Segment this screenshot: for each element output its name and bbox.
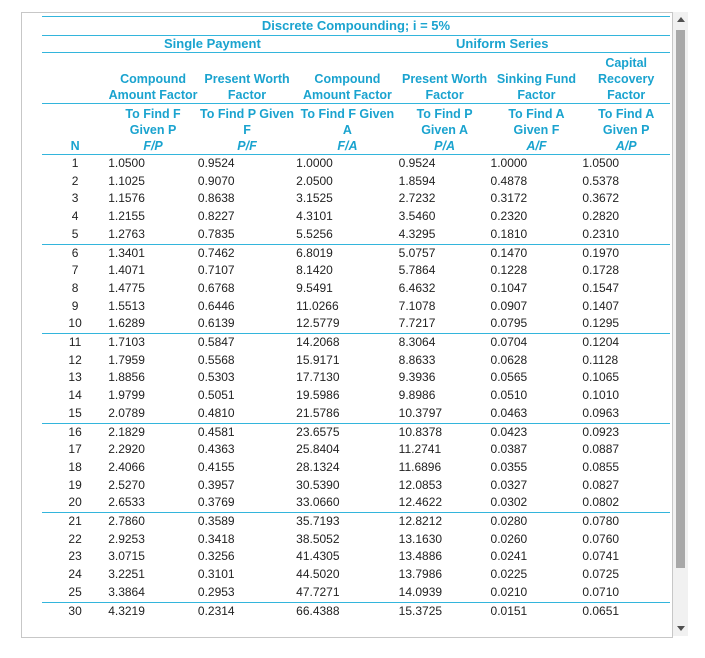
factor-cell: 19.5986 — [296, 388, 340, 403]
factor-cell: 0.9070 — [197, 173, 235, 188]
factor-cell: 0.8638 — [197, 191, 235, 206]
factor-cell: 5.7864 — [398, 263, 436, 278]
factor-table-body — [42, 155, 670, 621]
scroll-up-arrow-icon[interactable] — [677, 17, 685, 22]
factor-cell: 0.4155 — [197, 459, 235, 474]
factor-cell: 1.3401 — [108, 244, 198, 262]
factor-cell: 1.4775 — [108, 280, 145, 295]
factor-cell: 4.3219 — [108, 602, 198, 620]
factor-cell: 0.0855 — [582, 459, 620, 474]
factor-cell: 12.0853 — [398, 477, 443, 492]
factor-cell: 0.3957 — [197, 477, 235, 492]
factor-cell: 0.1470 — [491, 244, 583, 262]
n-cell: 13 — [68, 370, 82, 385]
factor-cell: 28.1324 — [296, 459, 340, 474]
factor-cell: 13.4886 — [398, 549, 443, 564]
factor-cell: 12.8212 — [399, 513, 491, 531]
table-title: Discrete Compounding; i = 5% — [42, 16, 670, 36]
factor-cell: 25.8404 — [296, 442, 340, 457]
factor-cell: 0.1047 — [490, 280, 528, 295]
factor-cell: 1.0500 — [108, 156, 145, 170]
factor-name-row — [42, 53, 670, 104]
factor-cell: 0.2314 — [198, 602, 296, 620]
factor-cell: 0.3172 — [490, 191, 528, 206]
table-row — [42, 226, 670, 244]
scrollbar-thumb[interactable] — [676, 30, 685, 568]
factor-cell: 1.1025 — [108, 173, 145, 188]
factor-cell: 41.4305 — [296, 549, 340, 564]
table-row — [42, 352, 670, 370]
table-row — [42, 513, 670, 531]
n-cell: 15 — [68, 405, 82, 420]
factor-cell: 14.0939 — [398, 584, 443, 599]
factor-cell: 0.1810 — [490, 226, 528, 241]
factor-cell: 0.0151 — [491, 602, 583, 620]
col-header-find: To Find F Given P F/P — [108, 104, 198, 155]
factor-cell: 9.3936 — [398, 370, 436, 385]
n-cell: 25 — [68, 584, 82, 599]
factor-cell: 0.1010 — [582, 388, 620, 403]
factor-cell: 0.4581 — [198, 423, 296, 441]
factor-cell: 0.6768 — [197, 280, 235, 295]
table-row — [42, 298, 670, 316]
col-header-name: Present Worth Factor — [204, 72, 290, 102]
n-cell: 21 — [42, 513, 108, 531]
factor-cell: 66.4388 — [296, 602, 399, 620]
factor-cell: 0.0510 — [490, 388, 528, 403]
factor-cell: 2.0500 — [296, 173, 333, 188]
factor-cell: 2.0789 — [108, 405, 145, 420]
factor-cell: 0.0795 — [490, 316, 528, 331]
factor-cell: 0.0963 — [582, 405, 620, 420]
factor-cell: 0.0423 — [491, 423, 583, 441]
factor-cell: 1.2155 — [108, 209, 145, 224]
factor-cell: 10.3797 — [398, 405, 443, 420]
factor-cell: 0.0760 — [582, 531, 620, 546]
factor-cell: 1.7103 — [108, 334, 198, 352]
find-given-row — [42, 104, 670, 155]
factor-cell: 7.7217 — [398, 316, 436, 331]
factor-cell: 5.5256 — [296, 226, 333, 241]
factor-cell: 33.0660 — [296, 495, 340, 510]
col-header-name: Compound Amount Factor — [108, 72, 198, 102]
factor-cell: 3.0715 — [108, 549, 145, 564]
factor-cell: 13.7986 — [398, 567, 443, 582]
factor-cell: 0.1065 — [582, 370, 620, 385]
factor-cell: 0.0210 — [490, 584, 528, 599]
factor-cell: 0.7107 — [197, 263, 235, 278]
factor-cell: 15.9171 — [296, 352, 340, 367]
factor-cell: 0.2820 — [582, 209, 620, 224]
factor-cell: 0.0628 — [490, 352, 528, 367]
factor-cell: 0.5051 — [197, 388, 235, 403]
factor-cell: 0.4810 — [197, 405, 235, 420]
factor-cell: 0.0463 — [490, 405, 528, 420]
factor-cell: 0.3256 — [197, 549, 235, 564]
factor-cell: 0.1204 — [582, 334, 670, 352]
factor-cell: 0.0907 — [490, 298, 528, 313]
table-row — [42, 423, 670, 441]
factor-cell: 0.5568 — [197, 352, 235, 367]
factor-cell: 0.0651 — [582, 602, 670, 620]
factor-cell: 30.5390 — [296, 477, 340, 492]
factor-cell: 0.1728 — [582, 263, 620, 278]
factor-cell: 3.1525 — [296, 191, 333, 206]
n-cell: 30 — [42, 602, 108, 620]
factor-cell: 13.1630 — [398, 531, 443, 546]
table-row — [42, 387, 670, 405]
factor-cell: 4.3295 — [398, 226, 436, 241]
table-row — [42, 477, 670, 495]
factor-cell: 0.5847 — [198, 334, 296, 352]
factor-cell: 0.5378 — [582, 173, 620, 188]
factor-cell: 0.0355 — [490, 459, 528, 474]
table-row — [42, 262, 670, 280]
factor-cell: 0.0741 — [582, 549, 620, 564]
factor-cell: 38.5052 — [296, 531, 340, 546]
factor-cell: 0.3769 — [197, 495, 235, 510]
n-cell: 3 — [71, 191, 79, 206]
factor-cell: 21.5786 — [296, 405, 340, 420]
factor-cell: 0.0565 — [490, 370, 528, 385]
factor-cell: 17.7130 — [296, 370, 340, 385]
factor-cell: 0.9524 — [197, 156, 235, 170]
factor-cell: 0.1228 — [490, 263, 528, 278]
table-row — [42, 280, 670, 298]
factor-cell: 8.1420 — [296, 263, 333, 278]
factor-cell: 15.3725 — [399, 602, 491, 620]
col-header-find: To Find F Given A F/A — [296, 104, 399, 155]
table-row — [42, 584, 670, 602]
n-cell: 11 — [42, 334, 108, 352]
header-spacer — [42, 53, 108, 104]
col-header-find: To Find P Given F P/F — [198, 104, 296, 155]
factor-cell: 0.3418 — [197, 531, 235, 546]
n-header: N — [42, 104, 108, 155]
factor-cell: 2.4066 — [108, 459, 145, 474]
col-header-find: To Find P Given A P/A — [399, 104, 491, 155]
table-row — [42, 602, 670, 620]
factor-cell: 0.1547 — [582, 280, 620, 295]
col-header-find: To Find A Given P A/P — [582, 104, 670, 155]
factor-cell: 0.0923 — [582, 423, 670, 441]
factor-cell: 0.0241 — [490, 549, 528, 564]
factor-cell: 9.5491 — [296, 280, 333, 295]
n-cell: 6 — [42, 244, 108, 262]
n-cell: 5 — [71, 226, 79, 241]
n-cell: 24 — [68, 567, 82, 582]
vertical-scrollbar[interactable] — [673, 12, 688, 636]
n-cell: 2 — [71, 173, 79, 188]
factor-cell: 10.8378 — [399, 423, 491, 441]
factor-cell: 1.5513 — [108, 298, 145, 313]
factor-cell: 1.0500 — [582, 156, 620, 170]
factor-cell: 1.0000 — [296, 156, 333, 170]
factor-cell: 0.6139 — [197, 316, 235, 331]
table-row — [42, 405, 670, 423]
factor-cell: 23.6575 — [296, 423, 399, 441]
factor-cell: 6.8019 — [296, 244, 399, 262]
factor-cell: 0.0780 — [582, 513, 670, 531]
factor-cell: 14.2068 — [296, 334, 399, 352]
group-single-payment: Single Payment — [164, 36, 261, 51]
factor-cell: 3.2251 — [108, 567, 145, 582]
factor-cell: 0.4878 — [490, 173, 528, 188]
factor-cell: 0.2310 — [582, 226, 620, 241]
factor-cell: 8.3064 — [399, 334, 491, 352]
factor-cell: 0.3101 — [197, 567, 235, 582]
table-row — [42, 494, 670, 512]
factor-cell: 0.0260 — [490, 531, 528, 546]
factor-cell: 1.7959 — [108, 352, 145, 367]
table-row — [42, 244, 670, 262]
factor-cell: 9.8986 — [398, 388, 436, 403]
factor-cell: 0.9524 — [398, 156, 436, 170]
factor-cell: 1.8856 — [108, 370, 145, 385]
factor-cell: 0.1128 — [582, 352, 619, 367]
group-uniform-series: Uniform Series — [456, 36, 549, 51]
factor-cell: 11.0266 — [296, 298, 339, 313]
factor-cell: 0.4363 — [197, 442, 235, 457]
factor-cell: 0.5303 — [197, 370, 235, 385]
table-row — [42, 334, 670, 352]
factor-cell: 0.1295 — [582, 316, 620, 331]
factor-cell: 8.8633 — [398, 352, 436, 367]
factor-cell: 0.0710 — [582, 584, 620, 599]
n-cell: 19 — [68, 477, 82, 492]
factor-cell: 12.4622 — [398, 495, 443, 510]
table-row — [42, 369, 670, 387]
factor-cell: 2.5270 — [108, 477, 145, 492]
table-row — [42, 548, 670, 566]
factor-cell: 2.1829 — [108, 423, 198, 441]
factor-cell: 44.5020 — [296, 567, 340, 582]
n-cell: 22 — [68, 531, 82, 546]
n-cell: 18 — [68, 459, 82, 474]
n-cell: 16 — [42, 423, 108, 441]
table-row — [42, 459, 670, 477]
factor-cell: 5.0757 — [399, 244, 491, 262]
factor-cell: 0.0280 — [491, 513, 583, 531]
factor-cell: 0.1407 — [582, 298, 620, 313]
factor-cell: 1.2763 — [108, 226, 145, 241]
factor-cell: 11.2741 — [398, 442, 442, 457]
factor-cell: 0.0887 — [582, 442, 620, 457]
table-row — [42, 441, 670, 459]
factor-cell: 0.3589 — [198, 513, 296, 531]
factor-cell: 2.6533 — [108, 495, 145, 510]
table-row — [42, 173, 670, 191]
col-header-name: Present Worth Factor — [401, 72, 488, 102]
factor-cell: 0.2320 — [490, 209, 528, 224]
table-row — [42, 315, 670, 333]
factor-cell: 47.7271 — [296, 584, 340, 599]
n-cell: 23 — [68, 549, 82, 564]
n-cell: 9 — [71, 298, 79, 313]
n-cell: 10 — [68, 316, 82, 331]
table-row — [42, 531, 670, 549]
factor-cell: 1.6289 — [108, 316, 145, 331]
n-cell: 20 — [68, 495, 82, 510]
factor-cell: 0.0704 — [491, 334, 583, 352]
n-cell: 4 — [71, 209, 79, 224]
factor-cell: 0.8227 — [197, 209, 235, 224]
factor-cell: 0.0387 — [490, 442, 528, 457]
factor-cell: 0.0827 — [582, 477, 620, 492]
n-cell: 7 — [71, 263, 79, 278]
table-row — [42, 566, 670, 584]
n-cell: 8 — [71, 280, 79, 295]
factor-cell: 2.9253 — [108, 531, 145, 546]
factor-cell: 0.2953 — [197, 584, 235, 599]
factor-cell: 1.9799 — [108, 388, 145, 403]
factor-table — [42, 53, 670, 620]
n-cell: 12 — [68, 352, 82, 367]
factor-cell: 1.8594 — [398, 173, 436, 188]
factor-cell: 3.3864 — [108, 584, 145, 599]
factor-cell: 0.0802 — [582, 495, 620, 510]
group-headers — [42, 36, 670, 53]
factor-cell: 7.1078 — [398, 298, 436, 313]
table-row — [42, 190, 670, 208]
col-header-name: Sinking Fund Factor — [496, 72, 577, 102]
factor-cell: 1.4071 — [108, 263, 145, 278]
factor-cell: 0.7462 — [198, 244, 296, 262]
factor-cell: 2.7860 — [108, 513, 198, 531]
factor-cell: 0.0302 — [490, 495, 528, 510]
factor-cell: 0.7835 — [197, 226, 235, 241]
factor-cell: 2.7232 — [398, 191, 436, 206]
factor-cell: 6.4632 — [398, 280, 436, 295]
factor-cell: 0.6446 — [197, 298, 235, 313]
factor-cell: 4.3101 — [296, 209, 333, 224]
factor-cell: 0.0327 — [490, 477, 528, 492]
col-header-find: To Find A Given F A/F — [491, 104, 583, 155]
n-cell: 1 — [71, 156, 79, 170]
table-viewport[interactable] — [21, 12, 673, 638]
n-cell: 14 — [68, 388, 82, 403]
factor-table-container — [42, 16, 670, 620]
col-header-name: Capital Recovery Factor — [598, 56, 655, 102]
factor-cell: 11.6896 — [398, 459, 442, 474]
factor-cell: 0.1970 — [582, 244, 670, 262]
factor-cell: 3.5460 — [398, 209, 436, 224]
col-header-name: Compound Amount Factor — [302, 72, 392, 102]
table-row — [42, 155, 670, 173]
factor-cell: 0.3672 — [582, 191, 620, 206]
factor-cell: 0.0225 — [490, 567, 528, 582]
factor-cell: 2.2920 — [108, 442, 145, 457]
factor-cell: 0.0725 — [582, 567, 620, 582]
scroll-down-arrow-icon[interactable] — [677, 626, 685, 631]
factor-cell: 1.1576 — [108, 191, 145, 206]
table-row — [42, 208, 670, 226]
factor-cell: 1.0000 — [490, 156, 528, 170]
factor-cell: 12.5779 — [296, 316, 340, 331]
factor-cell: 35.7193 — [296, 513, 399, 531]
n-cell: 17 — [68, 442, 82, 457]
